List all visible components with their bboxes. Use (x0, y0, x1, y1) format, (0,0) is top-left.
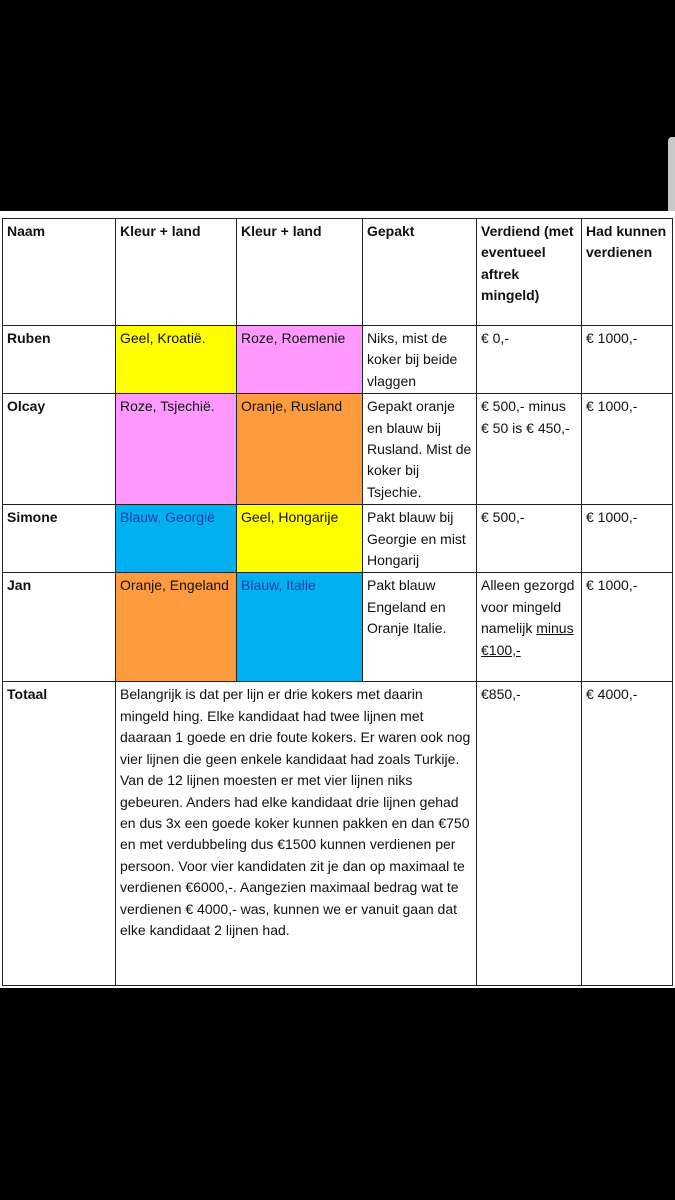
verdiend-minus: minus €100,- (481, 620, 574, 658)
verdiend-cell (477, 573, 582, 682)
total-explanation (116, 682, 477, 986)
row-name: Simone (3, 505, 116, 573)
total-label: Totaal (3, 682, 116, 986)
verdiend-cell: € 500,- (477, 505, 582, 573)
color-country-cell: Roze, Roemenie (237, 326, 363, 394)
header-verdiend: Verdiend (met eventueel aftrek mingeld) (477, 219, 582, 326)
total-row (3, 682, 673, 986)
explanation-paragraph: Van de 12 lijnen moesten er met vier lijnen niks gebeuren. Anders had elke kandidaat drie lijnen gehad en dus 3x een goede koker kunnen pakken en dan €750 en met verdubbeling dus €1500 kunnen verdienen per persoon. Voor vier kandidaten zit je dan op maximaal te verdienen €6000,-. Aangezien maximaal bedrag wat te verdienen € 4000,- was, kunnen we er vanuit gaan dat elke kandidaat 2 lijnen had. (120, 772, 470, 938)
had-cell: € 1000,- (582, 505, 673, 573)
had-cell: € 1000,- (582, 573, 673, 682)
had-cell: € 1000,- (582, 326, 673, 394)
row-name: Jan (3, 573, 116, 682)
header-gepakt: Gepakt (363, 219, 477, 326)
header-kleur-land-2: Kleur + land (237, 219, 363, 326)
verdiend-cell: € 0,- (477, 326, 582, 394)
explanation-paragraph: Belangrijk is dat per lijn er drie kokers met daarin mingeld hing. Elke kandidaat had twee lijnen met daaraan 1 goede en drie foute kokers. Er waren ook nog vier lijnen die geen enkele kandidaat had zoals Turkije. (120, 686, 471, 767)
header-row (3, 219, 673, 326)
color-country-cell: Oranje, Rusland (237, 394, 363, 505)
document-page (0, 211, 675, 988)
color-country-cell: Oranje, Engeland (116, 573, 237, 682)
row-name: Ruben (3, 326, 116, 394)
header-kleur-land-1: Kleur + land (116, 219, 237, 326)
results-table (2, 218, 673, 986)
table-row (3, 326, 673, 394)
gepakt-cell: Pakt blauw Engeland en Oranje Italie. (363, 573, 477, 682)
total-had: € 4000,- (582, 682, 673, 986)
verdiend-cell: € 500,- minus € 50 is € 450,- (477, 394, 582, 505)
gepakt-cell: Pakt blauw bij Georgie en mist Hongarij (363, 505, 477, 573)
gepakt-cell: Niks, mist de koker bij beide vlaggen (363, 326, 477, 394)
row-name: Olcay (3, 394, 116, 505)
total-verdiend: €850,- (477, 682, 582, 986)
header-had-kunnen-verdienen: Had kunnen verdienen (582, 219, 673, 326)
table-row (3, 573, 673, 682)
had-cell: € 1000,- (582, 394, 673, 505)
gepakt-cell: Gepakt oranje en blauw bij Rusland. Mist de koker bij Tsjechie. (363, 394, 477, 505)
color-country-cell: Geel, Kroatië. (116, 326, 237, 394)
verdiend-text: Alleen gezorgd voor mingeld namelijk (481, 577, 575, 637)
color-country-cell: Geel, Hongarije (237, 505, 363, 573)
table-row (3, 505, 673, 573)
color-country-cell: Blauw, Italie (237, 573, 363, 682)
color-country-cell: Blauw, Georgië (116, 505, 237, 573)
color-country-cell: Roze, Tsjechië. (116, 394, 237, 505)
header-naam: Naam (3, 219, 116, 326)
table-row (3, 394, 673, 505)
